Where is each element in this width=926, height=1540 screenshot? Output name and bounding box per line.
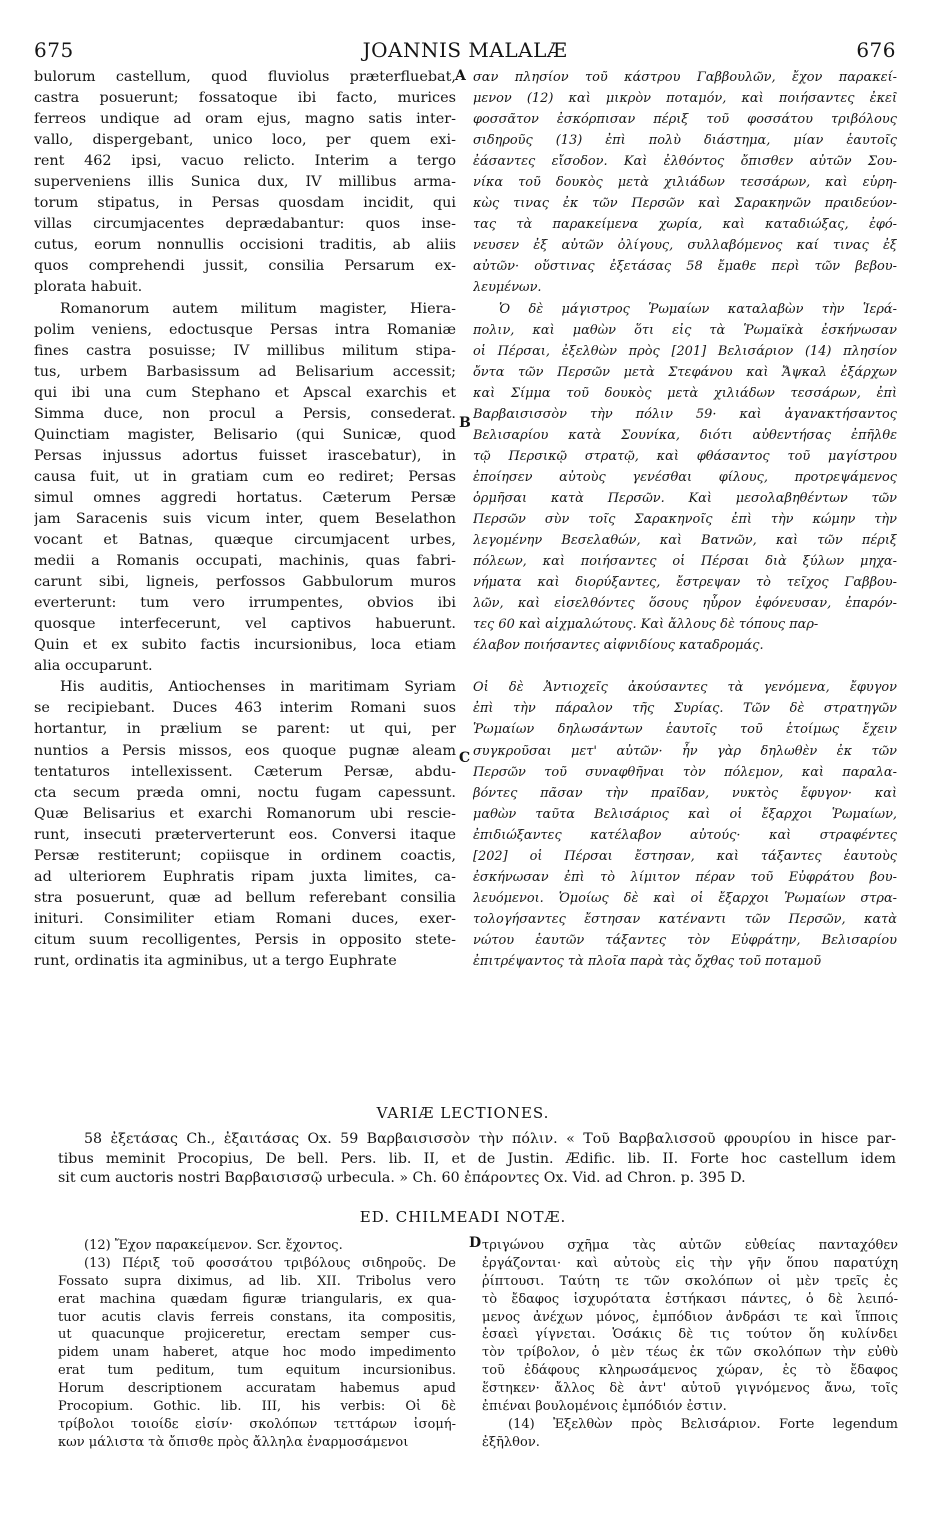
greek-text-line: νήματα καὶ διορύξαντες, ἔστρεψαν τὸ τεῖχος Γαββου- bbox=[473, 575, 897, 591]
note-left-line: tuor acutis clavis ferreis constans, ita compositis, bbox=[58, 1309, 456, 1325]
latin-text-line: Simma duce, non procul a Persis, consederat. bbox=[34, 405, 456, 422]
note-left-line: pidem unam haberet, atque hoc modo impedimento bbox=[58, 1345, 456, 1361]
note-left-line: Fossato supra diximus, ad lib. XII. Tribolus vero bbox=[58, 1273, 456, 1289]
latin-text-line: superveniens illis Sunica dux, IV millibus arma- bbox=[34, 174, 456, 191]
page-number-right: 676 bbox=[856, 38, 896, 62]
latin-text-line: medii a Romanis occupati, machinis, quas fabri- bbox=[34, 553, 456, 570]
greek-text-line: νευσεν ἐξ αὐτῶν ὀλίγους, συλλαβόμενος καί τινας ἐξ bbox=[473, 238, 897, 254]
note-right-line: τοῦ ἐδάφους κληρωσάμενος χώραν, ἐς τὸ ἔδαφος bbox=[482, 1363, 898, 1379]
note-left-line: Procopium. Gothic. lib. III, his verbis: Οἱ δὲ bbox=[58, 1399, 456, 1415]
note-left-line: τρίβολοι τοιοίδε εἰσίν· σκολόπων τεττάρων ἰσομή- bbox=[58, 1416, 456, 1432]
latin-text-line: fines castra posuisse; IV millibus militum stipa- bbox=[34, 342, 456, 359]
greek-text-column bbox=[473, 67, 897, 972]
greek-text-line: Ὁ δὲ μάγιστρος Ῥωμαίων καταλαβὼν τὴν Ἱερά- bbox=[499, 301, 897, 317]
latin-text-line: jam Saracenis suis vicum inter, quem Beselathon bbox=[34, 510, 456, 527]
latin-text-line: simul omnes aggredi hortatus. Cæterum Persæ bbox=[34, 489, 456, 506]
variae-lectiones-heading: VARIÆ LECTIONES. bbox=[376, 1104, 550, 1122]
note-left-line: erat tum peditum, tum equitum incursionibus. bbox=[58, 1363, 456, 1379]
greek-text-line: ἐπιτρέψαντος τὰ πλοῖα παρὰ τὰς ὄχθας τοῦ ποταμοῦ bbox=[473, 953, 822, 969]
latin-text-line: quos comprehendi jussit, consilia Persarum ex- bbox=[34, 258, 456, 275]
page-header bbox=[34, 38, 896, 64]
notes-left-column bbox=[58, 1237, 456, 1452]
note-left-line: (13) Πέριξ τοῦ φοσσάτου τριβόλους σιδηροῦς. De bbox=[84, 1255, 456, 1271]
notae-heading: ED. CHILMEADI NOTÆ. bbox=[359, 1208, 567, 1226]
latin-text-line: hortantur, in prælium se parent: ut qui, per bbox=[34, 721, 456, 738]
greek-text-line: πολιν, καὶ μαθὼν ὅτι εἰς τὰ Ῥωμαϊκὰ ἐσκήνωσαν bbox=[473, 322, 897, 338]
latin-text-line: qui ibi una cum Stephano et Apscal exarchis et bbox=[34, 384, 456, 401]
note-right-line: ἕστηκεν· ἄλλος δὲ ἀντ' αὐτοῦ γιγνόμενος ἄνω, τοῖς bbox=[482, 1381, 898, 1397]
latin-text-line: Quinctiam magister, Belisario (qui Sunicæ, quod bbox=[34, 426, 456, 443]
latin-text-line: ad ulteriorem Euphratis ripam juxta limites, ca- bbox=[34, 868, 456, 885]
greek-text-line: συγκροῦσαι μετ' αὐτῶν· ἦν γὰρ δηλωθὲν ἐκ τῶν bbox=[473, 743, 897, 759]
latin-text-line: tentaturos intellexissent. Cæterum Persæ, abdu- bbox=[34, 763, 456, 780]
greek-text-line: ἐάσαντες εἴσοδον. Καὶ ἐλθόντος ὄπισθεν αὐτῶν Σου- bbox=[473, 154, 897, 170]
latin-text-line: His auditis, Antiochenses in maritimam Syriam bbox=[60, 679, 456, 696]
note-left-line: κων μάλιστα τὰ ὄπισθε πρὸς ἄλληλα ἐναρμοσάμενοι bbox=[58, 1434, 409, 1450]
greek-text-line: κὼς τινας ἐκ τῶν Περσῶν καὶ Σαρακηνῶν πραιδεύον- bbox=[473, 196, 897, 212]
latin-text-line: stra posuerunt, quæ ad bellum referebant consilia bbox=[34, 889, 456, 906]
note-right-line: (14) Ἐξελθὼν πρὸς Βελισάριον. Forte legendum bbox=[508, 1416, 898, 1432]
greek-text-line: ὄντα τῶν Περσῶν μετὰ Στεφάνου καὶ Ἄψκαλ ἐξάρχων bbox=[473, 364, 897, 380]
latin-text-column bbox=[34, 67, 456, 972]
running-title: JOANNIS MALALÆ bbox=[362, 38, 568, 62]
latin-text-line: rent 462 ipsi, vacuo relicto. Interim a tergo bbox=[34, 153, 456, 170]
latin-text-line: Romanorum autem militum magister, Hiera- bbox=[60, 300, 456, 317]
greek-text-line bbox=[473, 656, 897, 677]
greek-text-line: σαν πλησίον τοῦ κάστρου Γαββουλῶν, ἔχον παρακεί- bbox=[473, 70, 897, 85]
greek-text-line: φοσσᾶτον ἐσκόρπισαν πέριξ τοῦ φοσσάτου τριβόλους bbox=[473, 112, 897, 128]
margin-marker-c: C bbox=[459, 750, 471, 766]
greek-text-line: πόλεων, καὶ ποιήσαντες οἱ Πέρσαι διὰ ξύλων μηχα- bbox=[473, 554, 897, 570]
greek-text-line: οἱ Πέρσαι, ἐξελθὼν πρὸς [201] Βελισάριον (14) πλησίον bbox=[473, 343, 897, 359]
greek-text-line: έλαβον ποιήσαντες αἰφνιδίους καταδρομάς. bbox=[473, 638, 764, 654]
greek-text-line: λευμένων. bbox=[473, 280, 542, 296]
latin-text-line: Quin et ex subito factis incursionibus, loca etiam bbox=[34, 637, 456, 654]
greek-text-line: βόντες πᾶσαν τὴν πραῖδαν, νυκτὸς ἔφυγον· καὶ bbox=[473, 785, 897, 801]
lectiones-line: 58 ἐξετάσας Ch., ἐξαιτάσας Ox. 59 Βαρβαισισσὸν τὴν πόλιν. « Τοῦ Βαρβαλισσοῦ φρουρίου in hisce par- bbox=[84, 1131, 896, 1147]
greek-text-line: αὐτῶν· οὕστινας ἐξετάσας 58 ἔμαθε περὶ τῶν βεβου- bbox=[473, 259, 897, 275]
greek-text-line: ὁρμῆσαι κατὰ Περσῶν. Καὶ μεσολαβηθέντων τῶν bbox=[473, 490, 897, 506]
greek-text-line: λεγομένην Βεσελαθών, καὶ Βατνῶν, καὶ τῶν πέριξ bbox=[473, 533, 897, 549]
greek-text-line: Οἱ δὲ Ἀντιοχεῖς ἀκούσαντες τὰ γενόμενα, ἔφυγον bbox=[473, 680, 897, 696]
greek-text-line: ἐποίησεν αὐτοὺς γενέσθαι φίλους, προτρεψάμενος bbox=[473, 469, 897, 485]
page-number-left: 675 bbox=[34, 38, 74, 62]
latin-text-line: citum suum recolligentes, Persis in opposito stete- bbox=[34, 931, 456, 948]
lectiones-line: sit cum auctoris nostri Βαρβαισισσῷ urbecula. » Ch. 60 ἐπάροντες Ox. Vid. ad Chron. p. 395 D. bbox=[58, 1170, 746, 1187]
lectiones-line: tibus meminit Procopius, De bell. Pers. lib. II, et de Justin. Ædific. lib. II. Forte hoc castellum idem bbox=[58, 1150, 896, 1167]
margin-marker-a: A bbox=[455, 68, 466, 84]
greek-text-line: σιδηροῦς (13) ἐπὶ πολὺ διάστημα, μίαν ἑαυτοῖς bbox=[473, 133, 897, 149]
latin-text-line: torum stipatus, in Persas quosdam incidit, qui bbox=[34, 195, 456, 212]
latin-text-line: cutus, eorum nonnullis occisioni traditis, ab aliis bbox=[34, 237, 456, 254]
latin-text-line: nuntios a Persis missos, eos quoque pugnæ aleam bbox=[34, 742, 456, 759]
notes-right-column bbox=[482, 1237, 898, 1452]
latin-text-line: Quæ Belisarius et exarchi Romanorum ubi resciе- bbox=[34, 805, 456, 822]
latin-text-line: vocant et Batnas, quæque circumjacent urbes, bbox=[34, 532, 456, 549]
latin-text-line: runt, ordinatis ita agminibus, ut a tergo Euphrate bbox=[34, 952, 397, 969]
greek-text-line: Βελισαρίου κατὰ Σουνίκα, διότι αὐθεντήσας ἐπῆλθε bbox=[473, 427, 897, 443]
latin-text-line: alia occuparunt. bbox=[34, 658, 153, 675]
latin-text-line: se recipiebant. Duces 463 interim Romani suos bbox=[34, 700, 456, 717]
latin-text-line: carunt sibi, ligneis, perfossos Gabbulorum muros bbox=[34, 574, 456, 591]
latin-text-line: Persas injussus adortus fuisset irascebatur), in bbox=[34, 447, 456, 464]
greek-text-line: Ῥωμαίων δηλωσάντων ἑαυτοῖς τοῦ ἑτοίμως ἔχειν bbox=[473, 722, 897, 738]
note-right-line: ἐξῆλθον. bbox=[482, 1434, 540, 1450]
note-right-line: ἐπιέναι βουλομένοις ἐμπόδιόν ἐστιν. bbox=[482, 1399, 727, 1415]
note-left-line: erat machina quædam figuræ triangularis, ex qua- bbox=[58, 1291, 456, 1307]
latin-text-line: causa fuit, ut in gratiam cum eo rediret; Persas bbox=[34, 468, 456, 485]
latin-text-line: runt, insecuti præterverterunt eos. Conversi itaque bbox=[34, 826, 456, 843]
margin-marker-b: B bbox=[459, 415, 471, 431]
latin-text-line: polim veniens, edoctusque Persas intra Romaniæ bbox=[34, 321, 456, 338]
latin-text-line: inituri. Consimiliter etiam Romani duces, exer- bbox=[34, 910, 456, 927]
greek-text-line: Περσῶν σὺν τοῖς Σαρακηνοῖς ἐπὶ τὴν κώμην τὴν bbox=[473, 511, 897, 527]
greek-text-line: καὶ Σίμμα τοῦ δουκὸς μετὰ χιλιάδων τεσσάρων, ἐπὶ bbox=[473, 385, 897, 401]
greek-text-line: ἐπὶ τὴν πάραλον τῆς Συρίας. Τῶν δὲ στρατηγῶν bbox=[473, 701, 897, 717]
note-right-line: ῥίπτουσι. Ταύτη τε τῶν σκολόπων οἱ μὲν τρεῖς ἐς bbox=[482, 1273, 898, 1289]
greek-text-line: τας τὰ παρακείμενα χωρία, καὶ καταδιώξας, ἐφό- bbox=[473, 217, 897, 233]
note-left-line: Horum descriptionem accuratam habemus apud bbox=[58, 1381, 456, 1397]
note-left-line: (12) Ἔχον παρακείμενον. Scr. ἔχοντος. bbox=[84, 1238, 343, 1253]
note-left-line: ut quacunque projiceretur, erectam semper cus- bbox=[58, 1327, 456, 1343]
latin-text-line: everterunt: tum vero irrumpentes, obvios ibi bbox=[34, 595, 456, 612]
greek-text-line: τολογήσαντες ἔστησαν κατέναντι τῶν Περσῶν, κατὰ bbox=[473, 911, 897, 927]
greek-text-line: μενον (12) καὶ μικρὸν ποταμόν, καὶ ποιήσαντες ἐκεῖ bbox=[473, 91, 897, 107]
note-right-line: μενος ἀνέχων μόνος, ἐμπόδιον ἀνδράσι τε καὶ ἵπποις bbox=[482, 1309, 898, 1325]
greek-text-line: [202] οἱ Πέρσαι ἔστησαν, καὶ τάξαντες ἑαυτοὺς bbox=[473, 848, 897, 864]
greek-text-line: νίκα τοῦ δουκὸς μετὰ χιλιάδων τεσσάρων, καὶ εὑρη- bbox=[473, 175, 897, 191]
latin-text-line: cta secum præda omni, noctu fugam capessunt. bbox=[34, 784, 456, 801]
latin-text-line: vallo, dispergebant, unico loco, per quem exi- bbox=[34, 132, 456, 149]
note-right-line: ἐργάζονται· καὶ αὐτοὺς εἰς τὴν γῆν ὅπου παρατύχη bbox=[482, 1255, 898, 1271]
latin-text-line: ferreos undique ad oram ejus, magno satis inter- bbox=[34, 111, 456, 128]
margin-marker-d: D bbox=[469, 1235, 482, 1251]
latin-text-line: quosque interfecerunt, vel captivos habuerunt. bbox=[34, 616, 456, 633]
greek-text-line: λῶν, καὶ εἰσελθόντες ὅσους ηὗρον ἐφόνευσαν, ἐπαρόν- bbox=[473, 596, 897, 612]
greek-text-line: τες 60 καὶ αἰχμαλώτους. Καὶ ἄλλους δὲ τόπους παρ- bbox=[473, 617, 819, 633]
greek-text-line: μαθὼν ταῦτα Βελισάριος καὶ οἱ ἔξαρχοι Ῥωμαίων, bbox=[473, 806, 897, 822]
greek-text-line: λευόμενοι. Ὁμοίως δὲ καὶ οἱ ἔξαρχοι Ῥωμαίων στρα- bbox=[473, 890, 897, 906]
latin-text-line: bulorum castellum, quod fluviolus præterfluebat, bbox=[34, 69, 456, 85]
note-right-line: ἐσαεὶ γίγνεται. Ὁσάκις δὲ τις τούτον ὅη κυλίνδει bbox=[482, 1327, 898, 1343]
greek-text-line: Περσῶν τοῦ συναφθῆναι τὸν πόλεμον, καὶ παραλα- bbox=[473, 764, 897, 780]
note-right-line: τὸν τρίβολον, ὁ μὲν τέως ἐκ τῶν σκολόπων τὴν εὐθὺ bbox=[482, 1345, 898, 1361]
note-right-line: τὸ ἔδαφος ἰσχυρότατα ἑστήκασι πάντες, ὁ δὲ λειπό- bbox=[482, 1291, 898, 1307]
greek-text-line: ἐσκήνωσαν ἐπὶ τὸ λίμιτον πέραν τοῦ Εὐφράτου βου- bbox=[473, 869, 897, 885]
greek-text-line: νώτου ἑαυτῶν τάξαντες τὸν Εὐφράτην, Βελισαρίου bbox=[473, 932, 897, 948]
latin-text-line: villas circumjacentes deprædabantur: quos inse- bbox=[34, 216, 456, 233]
greek-text-line: Βαρβαισισσὸν τὴν πόλιν 59· καὶ ἀγανακτήσαντος bbox=[473, 406, 897, 422]
latin-text-line: castra posuerunt; fossatoque ibi facto, murices bbox=[34, 90, 456, 107]
note-right-line: τριγώνου σχῆμα τὰς αὐτῶν εὐθείας πανταχόθεν bbox=[482, 1238, 898, 1253]
latin-text-line: plorata habuit. bbox=[34, 279, 143, 296]
greek-text-line: ἐπιδιώξαντες κατέλαβον αὐτούς· καὶ στραφέντες bbox=[473, 827, 897, 843]
latin-text-line: tus, urbem Barbasissum ad Belisarium accessit; bbox=[34, 363, 456, 380]
greek-text-line: τῷ Περσικῷ στρατῷ, καὶ φθάσαντος τοῦ μαγίστρου bbox=[473, 448, 897, 464]
latin-text-line: Persæ restiterunt; copiisque in ordinem coactis, bbox=[34, 847, 456, 864]
variae-lectiones-block bbox=[58, 1130, 896, 1189]
